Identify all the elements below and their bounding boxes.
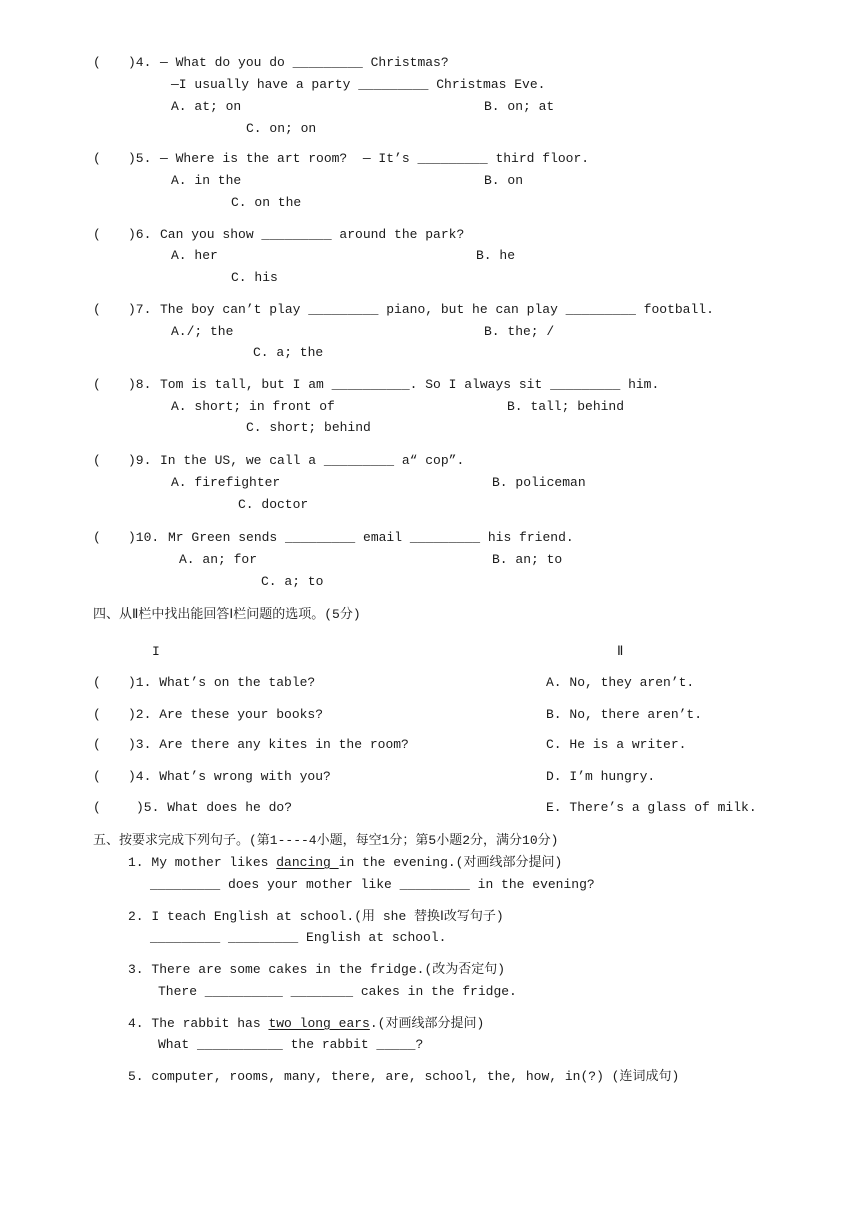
question-number: )9. xyxy=(128,453,152,468)
option-c: C. on; on xyxy=(246,121,317,136)
question-number: )8. xyxy=(128,377,152,392)
item-3-answer-line: There __________ ________ cakes in the fridge. xyxy=(158,984,517,999)
question-number: )6. xyxy=(128,227,152,242)
question-stem: — What do you do _________ Christmas? xyxy=(160,55,449,70)
option-a: A. her xyxy=(171,248,218,263)
question-number: )7. xyxy=(128,302,152,317)
column-2-header: Ⅱ xyxy=(617,644,624,659)
match-question: )2. Are these your books? xyxy=(128,707,324,722)
option-c: C. a; to xyxy=(261,574,324,589)
match-answer: C. He is a writer. xyxy=(546,737,687,752)
match-answer: B. No, there aren’t. xyxy=(546,707,703,722)
question-stem: — Where is the art room? — It’s _________ third floor. xyxy=(160,151,590,166)
option-a: A. at; on xyxy=(171,99,242,114)
item-4-answer-line: What ___________ the rabbit _____? xyxy=(158,1037,424,1052)
option-c: C. short; behind xyxy=(246,420,371,435)
paren: ( xyxy=(93,453,101,468)
question-number: )4. xyxy=(128,55,152,70)
question-number: )5. xyxy=(128,151,152,166)
option-b: B. an; to xyxy=(492,552,563,567)
option-c: C. doctor xyxy=(238,497,309,512)
match-question: )3. Are there any kites in the room? xyxy=(128,737,409,752)
item-1-prefix: 1. My mother likes xyxy=(128,855,277,870)
question-stem: In the US, we call a _________ a“ cop”. xyxy=(160,453,465,468)
match-question: )5. What does he do? xyxy=(136,800,293,815)
item-2-answer-line: _________ _________ English at school. xyxy=(150,930,447,945)
option-a: A. firefighter xyxy=(171,475,281,490)
paren: ( xyxy=(93,530,101,545)
column-1-header: I xyxy=(152,644,160,659)
match-question: )4. What’s wrong with you? xyxy=(128,769,331,784)
paren: ( xyxy=(93,151,101,166)
paren: ( xyxy=(93,675,101,690)
section-4-heading: 四、从Ⅱ栏中找出能回答Ⅰ栏问题的选项。(5分) xyxy=(93,607,361,622)
item-4-prefix: 4. The rabbit has xyxy=(128,1016,269,1031)
question-stem: Can you show _________ around the park? xyxy=(160,227,465,242)
option-c: C. his xyxy=(231,270,278,285)
option-c: C. a; the xyxy=(253,345,324,360)
underlined-phrase: two long ears xyxy=(268,1016,370,1031)
question-stem: Mr Green sends _________ email _________ his friend. xyxy=(168,530,574,545)
item-1-answer-line: _________ does your mother like _________ in the evening? xyxy=(150,877,595,892)
option-b: B. on xyxy=(484,173,524,188)
item-1 xyxy=(128,855,562,871)
option-b: B. the; / xyxy=(484,324,555,339)
paren: ( xyxy=(93,377,101,392)
question-stem: Tom is tall, but I am __________. So I always sit _________ him. xyxy=(160,377,660,392)
option-b: B. tall; behind xyxy=(507,399,625,414)
item-1-suffix: in the evening.(对画线部分提问) xyxy=(338,855,563,870)
option-a: A. an; for xyxy=(179,552,258,567)
option-b: B. on; at xyxy=(484,99,555,114)
section-5-heading: 五、按要求完成下列句子。(第1----4小题，每空1分；第5小题2分，满分10分) xyxy=(93,833,559,848)
paren: ( xyxy=(93,227,101,242)
match-answer: D. I’m hungry. xyxy=(546,769,656,784)
option-a: A. short; in front of xyxy=(171,399,335,414)
item-2: 2. I teach English at school.(用 she 替换Ⅰ改写句子) xyxy=(128,909,504,924)
paren: ( xyxy=(93,737,101,752)
question-stem-line2: —I usually have a party _________ Christmas Eve. xyxy=(171,77,546,92)
match-answer: E. There’s a glass of milk. xyxy=(546,800,757,815)
paren: ( xyxy=(93,800,101,815)
paren: ( xyxy=(93,55,101,70)
item-3: 3. There are some cakes in the fridge.(改为否定句) xyxy=(128,962,506,977)
match-answer: A. No, they aren’t. xyxy=(546,675,695,690)
underlined-phrase: dancing xyxy=(276,855,339,870)
item-4 xyxy=(128,1016,484,1032)
question-number: )10. xyxy=(128,530,160,545)
option-b: B. he xyxy=(476,248,516,263)
match-question: )1. What’s on the table? xyxy=(128,675,316,690)
paren: ( xyxy=(93,302,101,317)
item-5: 5. computer, rooms, many, there, are, school, the, how, in(?) (连词成句) xyxy=(128,1069,680,1084)
paren: ( xyxy=(93,769,101,784)
question-stem: The boy can’t play _________ piano, but he can play _________ football. xyxy=(160,302,714,317)
option-a: A./; the xyxy=(171,324,234,339)
option-a: A. in the xyxy=(171,173,242,188)
item-4-suffix: .(对画线部分提问) xyxy=(369,1016,485,1031)
option-b: B. policeman xyxy=(492,475,586,490)
option-c: C. on the xyxy=(231,195,302,210)
paren: ( xyxy=(93,707,101,722)
